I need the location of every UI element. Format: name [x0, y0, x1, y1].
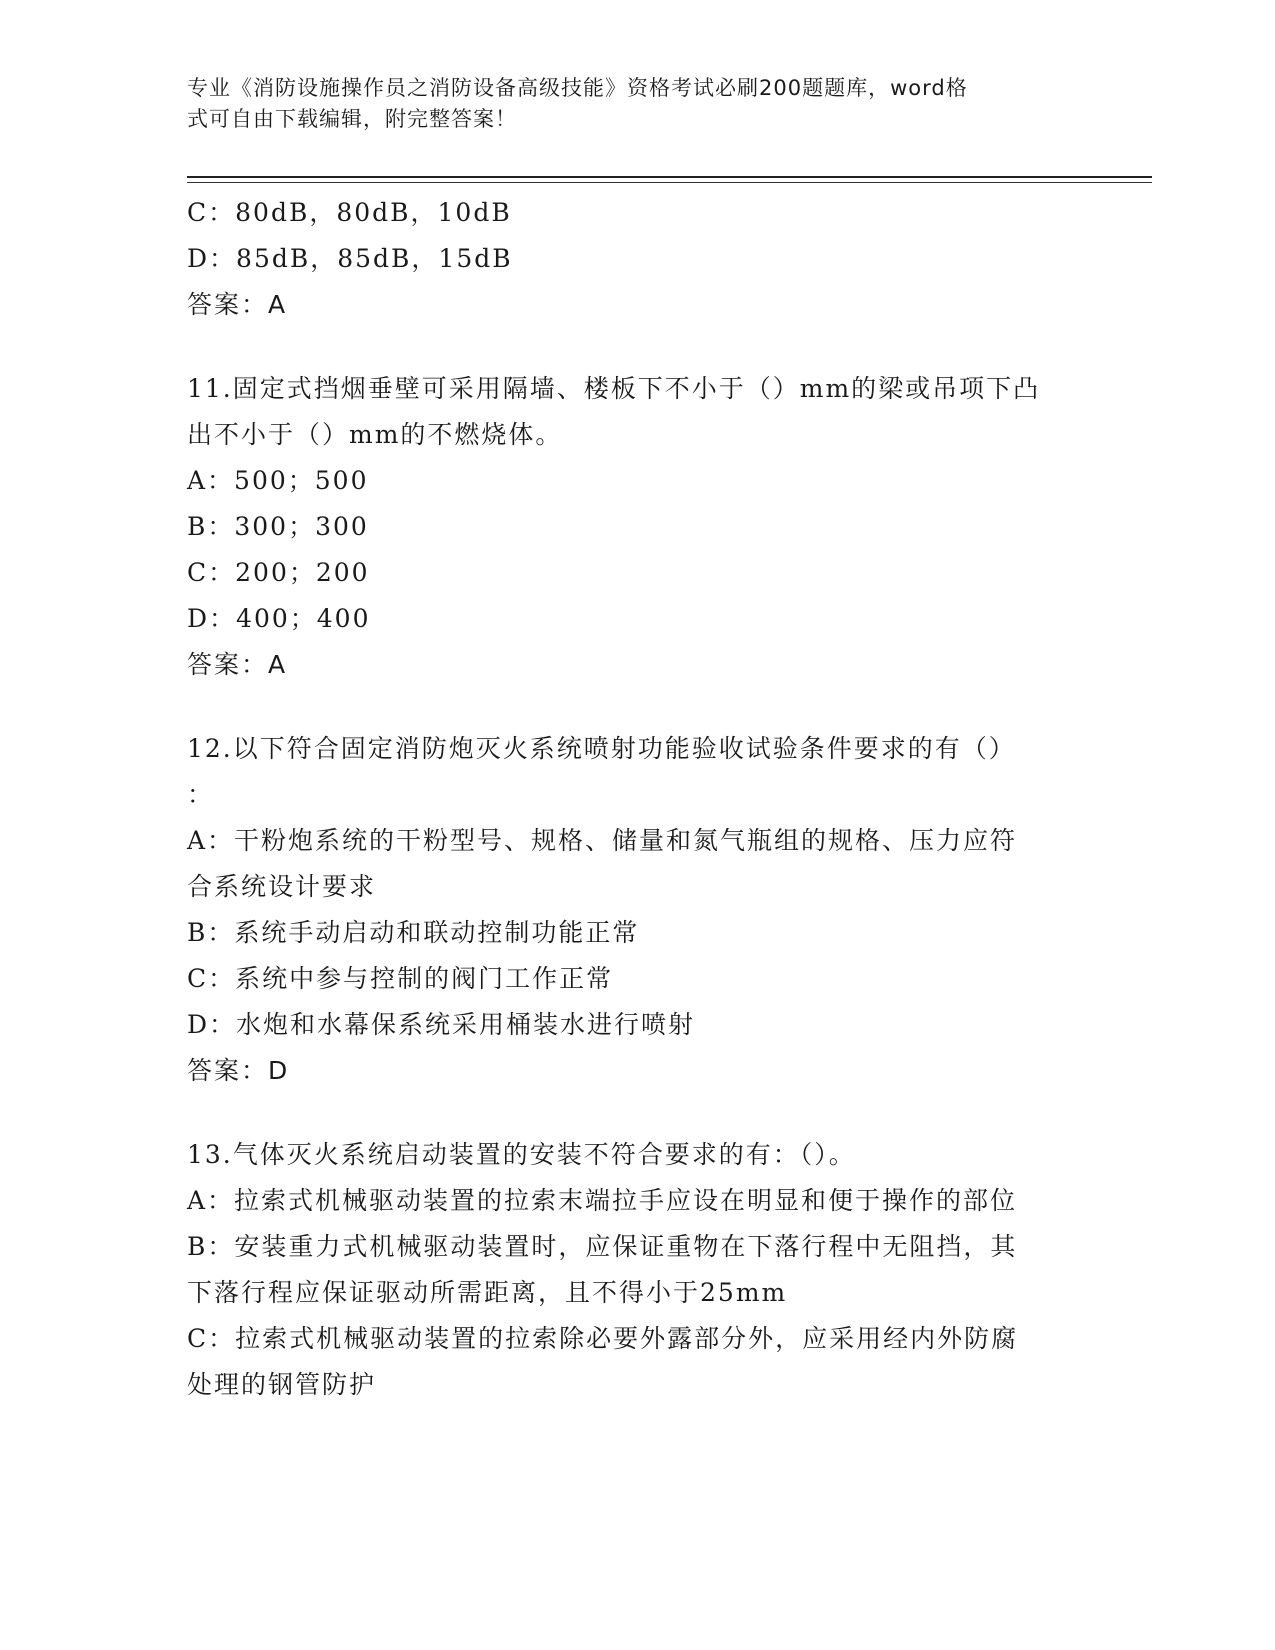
spacer	[187, 688, 1087, 726]
option-b-cont: 下落行程应保证驱动所需距离，且不得小于25mm	[187, 1278, 788, 1307]
answer-line: 答案：D	[187, 1056, 290, 1085]
option-c: C：拉索式机械驱动装置的拉索除必要外露部分外，应采用经内外防腐	[187, 1324, 1019, 1353]
question-stem: 13.气体灭火系统启动装置的安装不符合要求的有：（）。	[187, 1140, 856, 1169]
question-stem-cont: 出不小于（）mm的不燃烧体。	[187, 420, 563, 449]
spacer	[187, 1094, 1087, 1132]
header-line-2: 式可自由下载编辑，附完整答案！	[187, 107, 517, 131]
option-a-cont: 合系统设计要求	[187, 872, 377, 901]
question-stem: 11.固定式挡烟垂壁可采用隔墙、楼板下不小于（）mm的梁或吊项下凸	[187, 374, 1041, 403]
option-c-cont: 处理的钢管防护	[187, 1370, 377, 1399]
spacer	[187, 328, 1087, 366]
option-d: D：水炮和水幕保系统采用桶装水进行喷射	[187, 1010, 696, 1039]
question-content	[187, 190, 1087, 1408]
header-rule-thick	[187, 176, 1152, 178]
answer-line: 答案：A	[187, 290, 288, 319]
question-12	[187, 726, 1087, 1094]
option-b: B：300；300	[187, 512, 369, 541]
option-b: B：安装重力式机械驱动装置时，应保证重物在下落行程中无阻挡，其	[187, 1232, 1018, 1261]
answer-line: 答案：A	[187, 650, 288, 679]
prev-question	[187, 190, 1087, 328]
option-a: A：拉索式机械驱动装置的拉索末端拉手应设在明显和便于操作的部位	[187, 1186, 1018, 1215]
header-rule-thin	[187, 182, 1152, 183]
question-13	[187, 1132, 1087, 1408]
option-c: C：200；200	[187, 558, 370, 587]
header-line-1: 专业《消防设施操作员之消防设备高级技能》资格考试必刷200题题库，word格	[187, 76, 968, 100]
option-c: C：系统中参与控制的阀门工作正常	[187, 964, 614, 993]
option-b: B：系统手动启动和联动控制功能正常	[187, 918, 640, 947]
option-a: A：500；500	[187, 466, 369, 495]
question-11	[187, 366, 1087, 688]
option-d: D：85dB，85dB，15dB	[187, 244, 513, 273]
document-header	[187, 73, 1067, 135]
option-c: C：80dB，80dB，10dB	[187, 198, 512, 227]
question-stem-cont: ：	[187, 780, 215, 809]
option-a: A：干粉炮系统的干粉型号、规格、储量和氮气瓶组的规格、压力应符	[187, 826, 1018, 855]
option-d: D：400；400	[187, 604, 371, 633]
question-stem: 12.以下符合固定消防炮灭火系统喷射功能验收试验条件要求的有（）	[187, 734, 1016, 763]
